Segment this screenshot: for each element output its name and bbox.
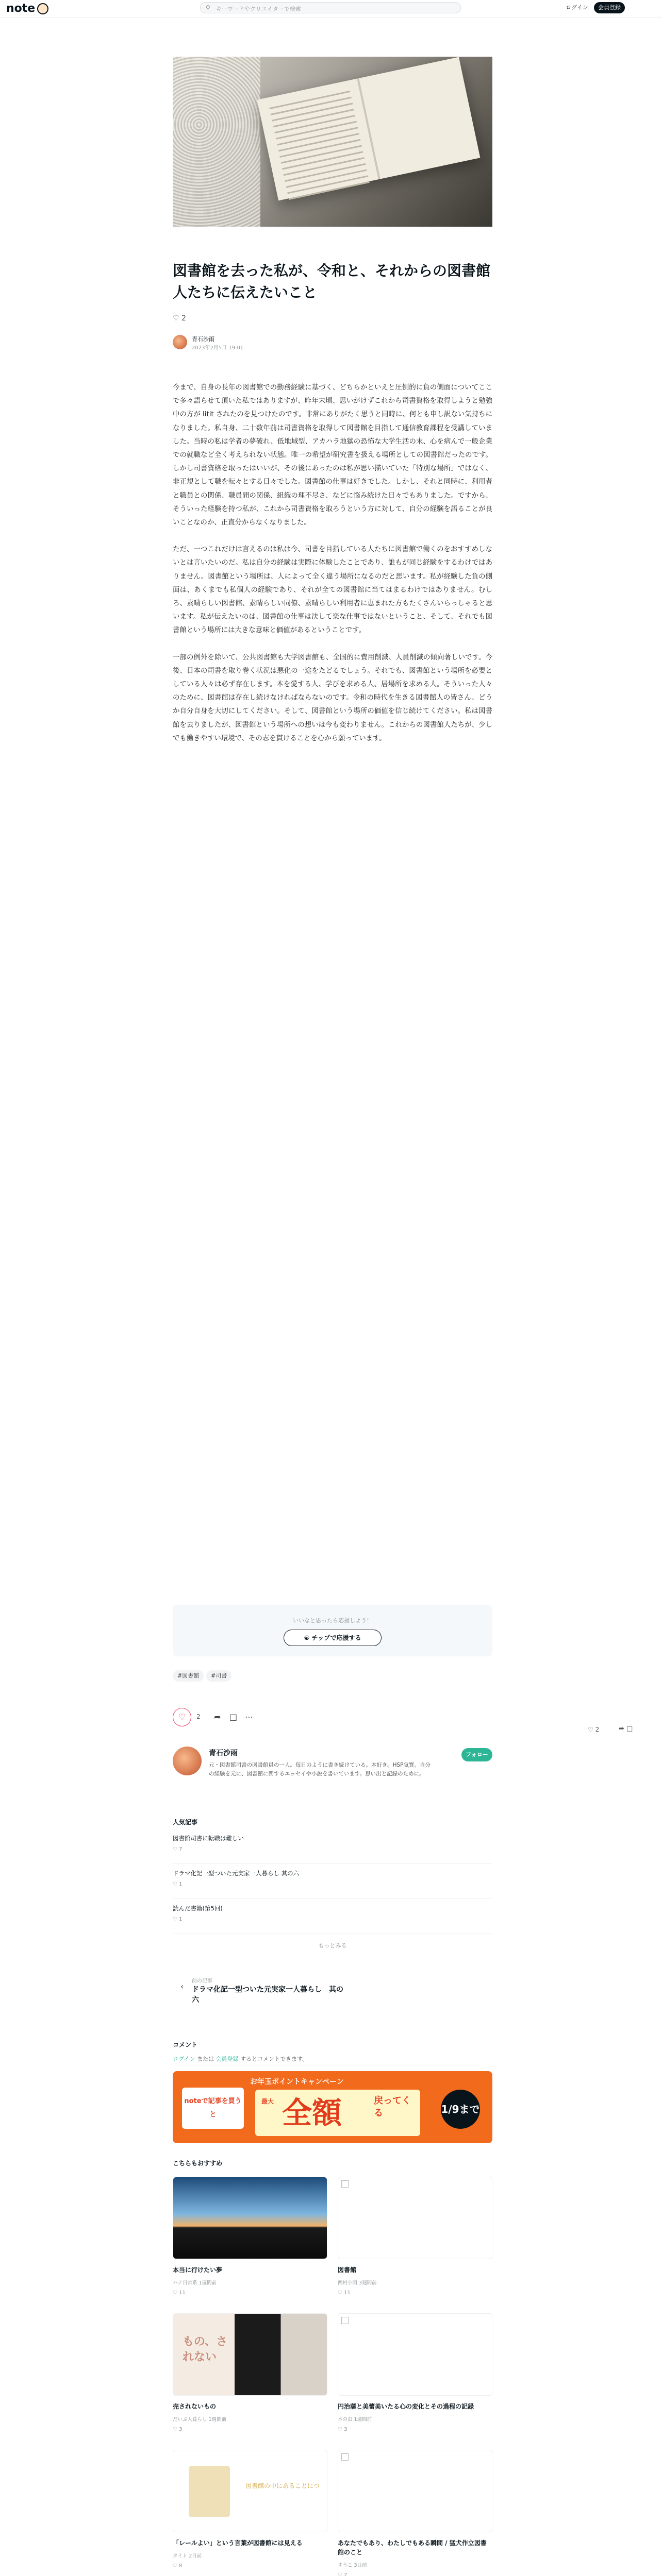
card-title[interactable]: 図書館 bbox=[338, 2266, 357, 2274]
popular-item-likes: ♡ 1 bbox=[173, 1917, 183, 1922]
like-button[interactable]: ♡ bbox=[173, 1708, 191, 1726]
card-title[interactable]: 売されないもの bbox=[173, 2403, 217, 2410]
card-likes: ♡ 8 bbox=[173, 2563, 183, 2569]
comment-login-link[interactable]: ログイン bbox=[173, 2056, 195, 2062]
card-illustration bbox=[189, 2466, 230, 2517]
card-meta: だいぶ人暮らし 1週間前 bbox=[173, 2417, 227, 2422]
banner-big: 全額 bbox=[282, 2095, 342, 2130]
card-image[interactable] bbox=[173, 2313, 327, 2396]
note-logo[interactable]: note bbox=[6, 2, 36, 15]
popular-item-title[interactable]: ドラマ化記一型ついた元実家一人暮らし 其の六 bbox=[173, 1870, 300, 1877]
article-actions bbox=[173, 1708, 492, 1728]
tag-library[interactable]: #図書館 bbox=[173, 1670, 204, 1682]
recommend-card[interactable] bbox=[338, 2313, 492, 2432]
top-like[interactable] bbox=[173, 314, 186, 323]
card-image[interactable] bbox=[173, 2177, 327, 2259]
prev-article-label: 前の記事 bbox=[192, 1978, 212, 1984]
side-icons[interactable]: ➦ □ bbox=[619, 1725, 633, 1733]
card-meta: すうこ 3日前 bbox=[338, 2563, 367, 2568]
publish-date: 2023年2月5日 19:01 bbox=[192, 345, 244, 351]
card-likes: ♡ 2 bbox=[338, 2572, 347, 2576]
popular-item-title[interactable]: 読んだ書籍(第5回) bbox=[173, 1905, 223, 1912]
card-meta: タイト 2日前 bbox=[173, 2553, 202, 2559]
card-image-text: 図書館の中にあることにつ bbox=[245, 2482, 320, 2489]
campaign-banner[interactable] bbox=[173, 2071, 492, 2143]
card-image[interactable] bbox=[173, 2450, 327, 2532]
login-button[interactable]: ログイン bbox=[566, 4, 588, 11]
broken-image-icon bbox=[341, 2453, 349, 2461]
follow-button[interactable]: フォロー bbox=[461, 1748, 492, 1761]
card-image-text: もの、されない bbox=[183, 2335, 228, 2364]
open-book-image bbox=[257, 57, 481, 201]
recommend-card[interactable] bbox=[173, 2450, 327, 2569]
card-meta: ハナ日常系 1週間前 bbox=[173, 2280, 217, 2286]
card-meta: 本の虫 1週間前 bbox=[338, 2417, 372, 2422]
card-meta: 西村小雨 3週間前 bbox=[338, 2280, 377, 2286]
comment-note: ログイン または 会員登録 するとコメントできます。 bbox=[173, 2056, 308, 2062]
recommend-card[interactable] bbox=[338, 2177, 492, 2296]
search-icon: ⚲ bbox=[206, 4, 210, 11]
popular-item[interactable] bbox=[173, 1904, 492, 1934]
chip-support-button[interactable] bbox=[284, 1630, 382, 1646]
card-title[interactable]: 円治藩と美蕾美いたる心の変化とその過程の記録 bbox=[338, 2403, 474, 2410]
author-avatar[interactable] bbox=[173, 335, 187, 349]
card-image[interactable] bbox=[338, 2313, 492, 2396]
share-icon[interactable]: ➦ bbox=[214, 1712, 221, 1722]
comment-icon[interactable]: □ bbox=[229, 1712, 238, 1722]
support-box bbox=[173, 1605, 492, 1656]
recommend-card[interactable] bbox=[173, 2177, 327, 2296]
lace-decoration bbox=[173, 57, 260, 227]
card-likes: ♡ 3 bbox=[173, 2427, 183, 2432]
top-header bbox=[0, 0, 662, 18]
side-heart-icon[interactable]: ♡ bbox=[588, 1726, 593, 1733]
comment-register-link[interactable]: 会員登録 bbox=[216, 2056, 239, 2062]
author-card-name[interactable]: 青石沙雨 bbox=[209, 1749, 238, 1757]
search-placeholder: キーワードやクリエイターで検索 bbox=[216, 6, 301, 12]
prev-article-title[interactable]: ドラマ化記一型ついた元実家一人暮らし 其の六 bbox=[192, 1986, 343, 2004]
popular-item[interactable] bbox=[173, 1869, 492, 1899]
paragraph: 一部の例外を除いて、公共図書館も大学図書館も、全国的に費用削減、人員削減の傾向著しいです。今後、日本の司書を取り巻く状況は悪化の一途をたどるでしょう。それでも、図書館という場所を必要としている人々は必ず存在します。本を愛する人、学びを求める人、居場所を求める人。そういった人々のために、図書館は存在し続けなければならないのです。令和の時代を生きる図書館人の皆さん、どうか自分自身を大切にしてください。そして、図書館という場所の価値を信じ続けてください。私は図書館を去りましたが、図書館という場所への想いは今も変わりません。これからの図書館人たちが、少しでも働きやすい環境で、その志を貫けることを心から願っています。 bbox=[173, 653, 492, 742]
side-like-count: 2 bbox=[595, 1726, 600, 1733]
like-count: 2 bbox=[196, 1713, 201, 1720]
hero-image bbox=[173, 57, 492, 227]
card-title[interactable]: 本当に行けたい夢 bbox=[173, 2266, 223, 2274]
article-body bbox=[173, 381, 492, 759]
top-like-count: 2 bbox=[181, 314, 186, 323]
comment-title: コメント bbox=[173, 2041, 198, 2048]
more-link[interactable]: もっとみる bbox=[318, 1942, 347, 1949]
broken-image-icon bbox=[341, 2180, 349, 2188]
recommend-card[interactable] bbox=[173, 2313, 327, 2432]
banner-back: 戻ってくる bbox=[374, 2095, 411, 2119]
card-likes: ♡ 3 bbox=[338, 2427, 347, 2432]
paragraph: ただ、一つこれだけは言えるのは私は今、司書を目指している人たちに図書館で働くのをおすすめしないとは言いたいのだ。私は自分の経験は実際に体験したことであり、誰もが同じ経験をするわけではありません。図書館という場所は、人によって全く違う場所になるのだと思います。私が経験した負の側面は、あくまでも私個人の経験であり、それが全ての図書館に当てはまるわけではありません。むしろ、素晴らしい図書館、素晴らしい同僚、素晴らしい利用者に恵まれた方もたくさんいらっしゃると思います。私が伝えたいのは、図書館の仕事は決して楽な仕事ではないということ、そして、それでも図書館という場所には大きな意味と価値があるということです。 bbox=[173, 546, 492, 635]
tag-librarian[interactable]: #司書 bbox=[206, 1670, 231, 1682]
card-likes: ♡ 11 bbox=[338, 2290, 351, 2296]
recommend-card[interactable] bbox=[338, 2450, 492, 2576]
popular-item-likes: ♡ 1 bbox=[173, 1882, 183, 1887]
card-title[interactable]: 「レールよい」という言葉が図書館には見える bbox=[173, 2539, 303, 2547]
banner-main bbox=[255, 2090, 420, 2136]
popular-item-title[interactable]: 図書館司書に転職は難しい bbox=[173, 1835, 244, 1842]
card-likes: ♡ 11 bbox=[173, 2290, 186, 2296]
popular-item[interactable] bbox=[173, 1834, 492, 1864]
broken-image-icon bbox=[341, 2317, 349, 2324]
paragraph: 今まで、自身の長年の図書館での勤務経験に基づく、どちらかといえと圧倒的に負の側面についてここで多々語らせて頂いた私ではありますが、昨年末頃、思いがけずこれから司書資格を取得しようと勉強中の方が litit されたのを見つけたのです。非常にありがたく思うと同時に、何とも申し訳ない気持ちになりました。私自身、二十数年前は司書資格を取得して図書館を目指して通信教育課程を受講していました。当時の私は学者の夢破れ、低地域型、アカハラ地獄の恐怖な大学生活の末、心を病んで一般企業での就職など全く考えられない状態。唯一の希望が研究書を扱える場所としての図書館だったのです。しかし司書資格を取ったはいいが、その後にあったのは私が思い描いていた「特別な場所」ではなく、非正規として職を転々とする日々でした。図書館の仕事は好きでした。しかし、それと同時に、利用者と職員との関係、職員間の関係、組織の理不尽さ、などに悩み続けた日々でもありました。ですから、そういった経験を持つ私が、これから司書資格を取ろうという方に対して、自分の経験を語ることが良いことなのか、正直分からなくなりました。 bbox=[173, 384, 492, 527]
author-card-bio: 元・図書館司書の図書館員の一人。毎日のように書き続けている。本好き。HSP気質。自分の経験を元に、図書館に関するエッセイや小説を書いています。思い出と記録のために。 bbox=[209, 1762, 431, 1777]
search-input[interactable] bbox=[200, 2, 461, 13]
chip-icon: ☯ bbox=[304, 1634, 312, 1641]
signup-button[interactable]: 会員登録 bbox=[594, 2, 625, 13]
logo-face-icon bbox=[37, 3, 48, 14]
banner-date: 1/9まで bbox=[441, 2090, 480, 2129]
author-name[interactable]: 青石沙雨 bbox=[192, 336, 214, 343]
banner-left-text: noteで記事を買うと bbox=[182, 2088, 244, 2129]
chip-button-label: チップで応援する bbox=[311, 1634, 361, 1641]
card-image[interactable] bbox=[338, 2450, 492, 2532]
side-like[interactable] bbox=[588, 1726, 599, 1733]
popular-item-likes: ♡ 7 bbox=[173, 1846, 183, 1852]
card-title[interactable]: あなたでもあり、わたしでもある瞬間 / 猛犬作立図書館のこと bbox=[338, 2539, 487, 2556]
heart-icon[interactable]: ♡ bbox=[173, 314, 179, 323]
author-card-avatar[interactable] bbox=[173, 1747, 202, 1775]
article-title: 図書館を去った私が、令和と、それからの図書館人たちに伝えたいこと bbox=[173, 262, 491, 301]
banner-small: 最大 bbox=[261, 2098, 274, 2105]
chevron-left-icon[interactable]: ‹ bbox=[180, 1981, 184, 1991]
recommend-title: こちらもおすすめ bbox=[173, 2160, 223, 2167]
banner-top-text: お年玉ポイントキャンペーン bbox=[250, 2078, 344, 2086]
support-label: いいなと思ったら応援しよう！ bbox=[293, 1617, 372, 1624]
more-icon[interactable]: ⋯ bbox=[245, 1712, 253, 1722]
popular-title: 人気記事 bbox=[173, 1819, 198, 1826]
card-image[interactable] bbox=[338, 2177, 492, 2259]
